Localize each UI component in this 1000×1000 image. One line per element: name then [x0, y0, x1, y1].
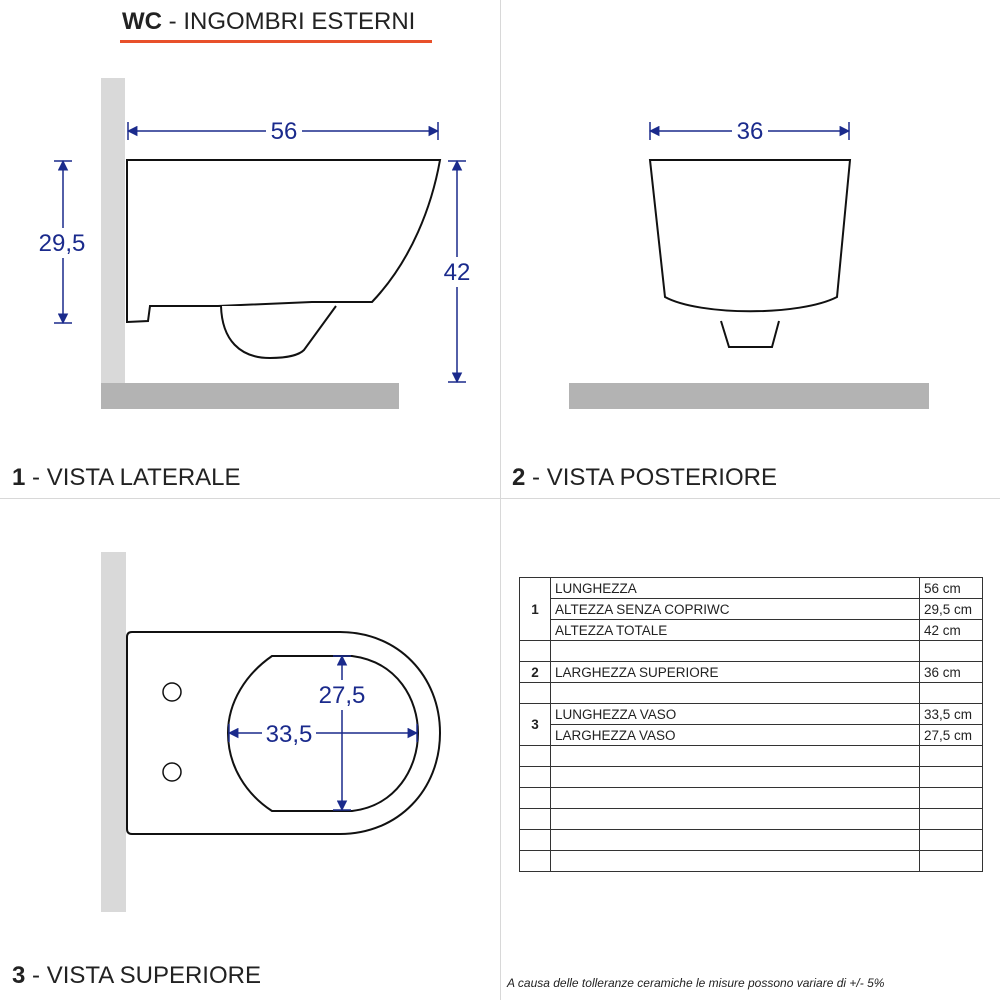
side-floor — [101, 383, 399, 409]
spec-label: LUNGHEZZA VASO — [551, 704, 920, 725]
top-fixing-hole-upper — [163, 683, 181, 701]
table-row — [520, 578, 983, 599]
group-number: 1 — [520, 578, 551, 641]
side-view-label: 1 - VISTA LATERALE — [12, 464, 241, 491]
table-row-empty — [520, 788, 983, 809]
group-number: 3 — [520, 704, 551, 746]
rear-toilet-base — [721, 321, 779, 347]
table-row-empty — [520, 767, 983, 788]
spec-value: 29,5 cm — [920, 599, 983, 620]
spec-value: 42 cm — [920, 620, 983, 641]
table-row — [520, 662, 983, 683]
table-row — [520, 725, 983, 746]
spec-value: 33,5 cm — [920, 704, 983, 725]
spec-label: ALTEZZA SENZA COPRIWC — [551, 599, 920, 620]
table-row-empty — [520, 683, 983, 704]
rear-view-drawing — [569, 116, 929, 409]
table-row-empty — [520, 809, 983, 830]
table-row — [520, 704, 983, 725]
spec-value: 27,5 cm — [920, 725, 983, 746]
table-row — [520, 620, 983, 641]
spec-value: 36 cm — [920, 662, 983, 683]
rear-dim-width: 36 — [736, 118, 764, 145]
top-view-label: 3 - VISTA SUPERIORE — [12, 962, 261, 989]
top-wall — [101, 552, 126, 912]
rear-view-label: 2 - VISTA POSTERIORE — [512, 464, 777, 491]
side-dim-length: 56 — [270, 118, 298, 145]
table-row-empty — [520, 830, 983, 851]
side-toilet-bowl — [221, 306, 336, 358]
top-dim-bowl-length: 33,5 — [265, 721, 313, 748]
spec-label: ALTEZZA TOTALE — [551, 620, 920, 641]
side-view-drawing — [36, 78, 474, 409]
table-row — [520, 599, 983, 620]
side-toilet-outline — [127, 160, 440, 322]
rear-toilet-body — [650, 160, 850, 311]
top-fixing-hole-lower — [163, 763, 181, 781]
page-title: WC - INGOMBRI ESTERNI — [122, 8, 416, 35]
top-view-drawing — [101, 552, 440, 912]
rear-floor — [569, 383, 929, 409]
top-dim-bowl-width: 27,5 — [318, 682, 366, 709]
tolerance-footnote: A causa delle tolleranze ceramiche le misure possono variare di +/- 5% — [507, 976, 885, 990]
side-dim-height-no-cover: 29,5 — [38, 230, 86, 257]
spec-label: LARGHEZZA SUPERIORE — [551, 662, 920, 683]
spec-label: LUNGHEZZA — [551, 578, 920, 599]
specs-table — [519, 577, 983, 872]
side-wall — [101, 78, 125, 385]
spec-value: 56 cm — [920, 578, 983, 599]
group-number: 2 — [520, 662, 551, 683]
table-row-empty — [520, 746, 983, 767]
table-row-empty — [520, 851, 983, 872]
table-row-empty — [520, 641, 983, 662]
side-dim-height-total: 42 — [443, 259, 471, 286]
spec-label: LARGHEZZA VASO — [551, 725, 920, 746]
